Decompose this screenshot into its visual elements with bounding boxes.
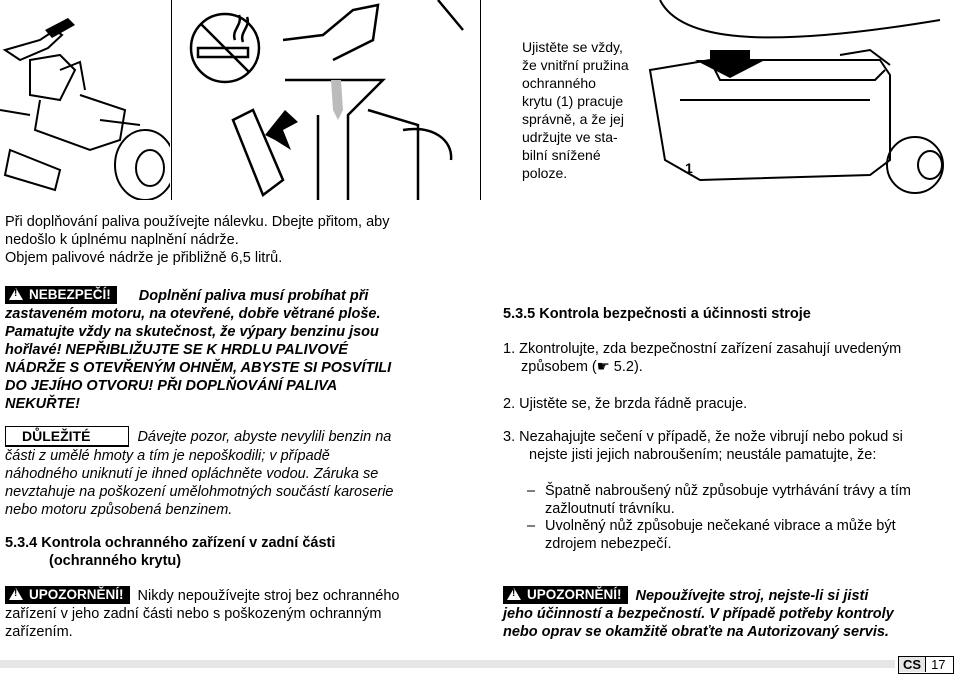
- dash-item: – Špatně nabroušený nůž způsobuje vytrhávání trávy a tím zažloutnutí trávníku.: [527, 483, 911, 517]
- divider: [171, 0, 172, 200]
- dash-item: – Uvolněný nůž způsobuje nečekané vibrace a může být zdrojem nebezpečí.: [527, 518, 896, 552]
- guard-spring-note: Ujistěte se vždy, že vnitřní pružina ochranného krytu (1) pracuje správně, a že jej udržujte ve sta- bilní snížené poloze.: [522, 39, 629, 181]
- warning-notice-right: !UPOZORNĚNÍ! Nepoužívejte stroj, nejste-li si jisti jeho účinností a bezpečností. V případě potřeby kontroly nebo oprav se okamžitě obraťte na Autorizovaný servis.: [503, 586, 894, 641]
- page-number: 17: [931, 657, 946, 672]
- warning-notice-left: !UPOZORNĚNÍ! Nikdy nepoužívejte stroj bez ochranného zařízení v jeho zadní části nebo s poškozeným ochranným zařízením.: [5, 586, 399, 641]
- footer-bar: [0, 660, 895, 668]
- section-heading-535: 5.3.5 Kontrola bezpečnosti a účinnosti stroje: [503, 306, 811, 322]
- section-heading-534: 5.3.4 Kontrola ochranného zařízení v zadní části (ochranného krytu): [5, 535, 336, 569]
- fuel-instructions: Při doplňování paliva používejte nálevku. Dbejte přitom, aby nedošlo k úplnému naplnění nádrže. Objem palivové nádrže je přibližně 6,5 litrů.: [5, 214, 390, 266]
- callout-number: 1: [685, 160, 693, 176]
- danger-notice: !NEBEZPEČÍ! Doplnění paliva musí probíhat při zastaveném motoru, na otevřené, dobře větrané ploše. Pamatujte vždy na skutečnost, že výpary benzinu jsou hořlavé! NEPŘIBLIŽUJTE SE K HRDLU PALIVOVÉ NÁDRŽE S OTEVŘENÝM OHNĚM, ABYSTE SI POSVÍTILI DO JEJÍHO OTVORU! PŘI DOPLŇOVÁNÍ PALIVA NEKUŘTE!: [5, 286, 391, 413]
- warning-triangle-icon: [507, 588, 521, 600]
- important-notice: DŮLEŽITÉ Dávejte pozor, abyste nevylili benzin na části z umělé hmoty a tím je nepoškodili; v případě náhodného uniknutí je ihned opláchněte vodou. Záruka se nevztahuje na poškození umělohmotných součástí karoserie nebo motoru způsobená benzinem.: [5, 428, 394, 518]
- divider: [480, 0, 481, 200]
- warning-badge: !UPOZORNĚNÍ!: [5, 586, 130, 604]
- check-item-1: 1. Zkontrolujte, zda bezpečnostní zařízení zasahují uvedeným způsobem (☛ 5.2).: [503, 341, 902, 375]
- warning-triangle-icon: [9, 588, 23, 600]
- check-item-3: 3. Nezahajujte sečení v případě, že nože vibrují nebo pokud si nejste jisti jejich nabroušením; neustále pamatujte, že:: [503, 429, 903, 463]
- tractor-illustration: [0, 0, 170, 200]
- warning-badge: !UPOZORNĚNÍ!: [503, 586, 628, 604]
- important-badge: DŮLEŽITÉ: [5, 426, 129, 447]
- warning-triangle-icon: [9, 288, 23, 300]
- check-item-2: 2. Ujistěte se, že brzda řádně pracuje.: [503, 396, 748, 412]
- rear-guard-illustration: [640, 0, 960, 200]
- page-number-box: [898, 656, 954, 674]
- language-code: CS: [899, 657, 926, 672]
- danger-badge: !NEBEZPEČÍ!: [5, 286, 117, 304]
- fuel-pour-illustration: [173, 0, 478, 200]
